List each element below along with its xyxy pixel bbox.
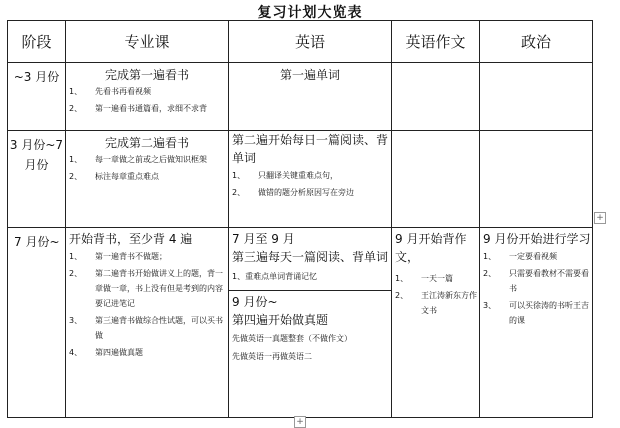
major-heading: 完成第一遍看书 [104,68,189,82]
header-english: 英语 [229,21,392,63]
english-heading: 第一遍单词 [279,68,340,82]
header-politics: 政治 [480,21,593,63]
english-bottom-line2: 第四遍开始做真题 [232,313,329,327]
period-label: ~3 月份 [13,70,60,84]
politics-cell [480,131,593,228]
list-item: 1、 一天一篇 [395,274,453,283]
english-top-line2: 第三遍每天一篇阅读、背单词 [232,250,389,264]
list-item: 1、 先看书再看视频 [69,87,151,96]
period-cell [8,63,66,131]
list-item: 2、 做错的题分析原因写在旁边 [232,188,354,197]
header-major: 专业课 [66,21,229,63]
add-column-icon[interactable]: + [594,212,606,224]
period-cell [8,131,66,228]
english-cell [229,228,392,418]
list-item: 2、 标注每章重点难点 [69,172,159,181]
header-essay: 英语作文 [392,21,480,63]
major-heading: 开始背书，至少背 4 遍 [69,232,193,246]
review-plan-table [7,20,593,418]
major-cell [66,131,229,228]
english-cell [229,131,392,228]
english-bottom-line1: 9 月份~ [232,295,278,309]
politics-cell [480,228,593,418]
english-top-line1: 7 月至 9 月 [232,232,295,246]
period-label: 3 月份~7 月份 [9,138,64,172]
period-label: 7 月份~ [14,235,60,249]
politics-heading: 9 月份开始进行学习 [483,232,591,246]
essay-cell [392,131,480,228]
politics-cell [480,63,593,131]
table-row [8,228,593,418]
period-cell [8,228,66,418]
list-item: 1、 第一遍背书不做题； [69,252,167,261]
list-item: 2、 第二遍背书开始做讲义上的题，背一章做一章，书上没有但是考到的内容要记进笔记 [69,269,223,308]
major-cell [66,228,229,418]
essay-cell [392,228,480,418]
list-item: 1、 只翻译关键重难点句， [232,171,338,180]
page-title: 复习计划大览表 [257,5,363,21]
english-bottom-note2: 先做英语一再做英语二 [232,352,312,361]
table-header-row [8,21,593,63]
major-cell [66,63,229,131]
essay-cell [392,63,480,131]
add-row-icon[interactable]: + [294,416,306,428]
major-heading: 完成第二遍看书 [104,136,189,150]
list-item: 3、 第三遍背书做综合性试题，可以买书做 [69,316,223,340]
english-bottom-note1: 先做英语一真题整套（不做作文） [232,334,352,343]
list-item: 3、 可以买徐涛的书听王吉的课 [483,301,589,325]
list-item: 4、 第四遍做真题 [69,348,143,357]
english-cell [229,63,392,131]
list-item: 1、 一定要看视频 [483,252,557,261]
essay-heading: 9 月开始背作文， [395,232,467,264]
english-top-block [229,230,391,284]
english-heading: 第二遍开始每日一篇阅读、背单词 [232,133,389,165]
english-top-note: 1、重难点单词背诵记忆 [232,272,318,281]
english-bottom-block [229,290,391,364]
list-item: 2、 第一遍看书通篇看，求细不求背 [69,104,207,113]
list-item: 1、 每一章做之前或之后做知识框架 [69,155,207,164]
table-row [8,131,593,228]
list-item: 2、 只需要看教材不需要看书 [483,269,589,293]
header-stage: 阶段 [8,21,66,63]
table-row [8,63,593,131]
list-item: 2、 王江涛新东方作文书 [395,291,477,315]
